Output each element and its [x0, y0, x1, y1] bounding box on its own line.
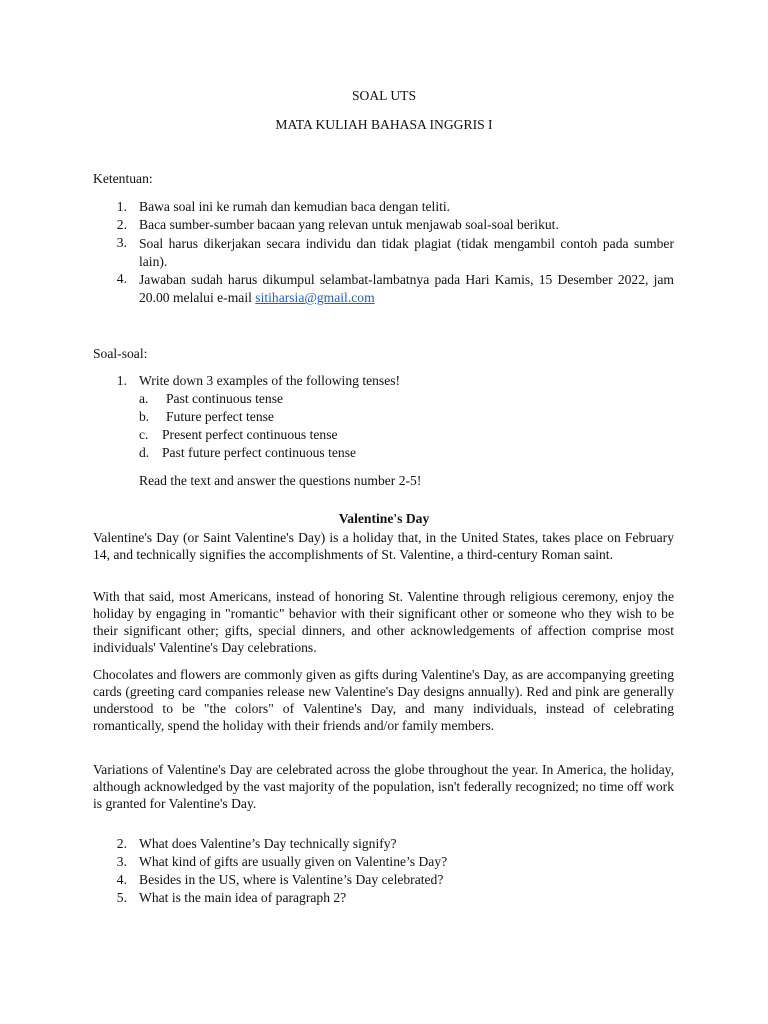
rule-text — [139, 271, 674, 307]
question-text: What does Valentine’s Day technically signify? — [139, 836, 397, 851]
reading-paragraph: Valentine's Day (or Saint Valentine's Day) is a holiday that, in the United States, takes place on February 14, and technically signifies the accomplishments of St. Valentine, a third-century Roman saint. — [93, 530, 674, 562]
question-number: 4. — [116, 872, 127, 887]
rule-number: 4. — [116, 271, 127, 286]
subitem-letter: c. — [139, 427, 149, 442]
subitem-text: Past continuous tense — [166, 391, 284, 406]
rule-text: Baca sumber-sumber bacaan yang relevan untuk menjawab soal-soal berikut. — [139, 217, 559, 232]
question-text: Write down 3 examples of the following tenses! — [139, 373, 401, 388]
document-subtitle: MATA KULIAH BAHASA INGGRIS I — [275, 117, 493, 132]
reading-paragraph: With that said, most Americans, instead of honoring St. Valentine through religious ceremony, enjoy the holiday by engaging in "romantic" behavior with their significant other or someone who they wish to be their significant other; gifts, special dinners, and other acknowledgements of affection comprise most individuals' Valentine's Day celebrations. — [93, 589, 674, 655]
subitem-letter: a. — [139, 391, 149, 406]
subitem-letter: d. — [139, 445, 150, 460]
question-number: 3. — [116, 854, 127, 869]
questions-heading: Soal-soal: — [93, 346, 148, 361]
reading-instruction: Read the text and answer the questions number 2-5! — [139, 473, 422, 488]
rule-text-body: Jawaban sudah harus dikumpul selambat-lambatnya pada Hari Kamis, 15 Desember 2022, jam 20.00 melalui e-mail — [139, 272, 674, 305]
document-title: SOAL UTS — [351, 88, 417, 103]
email-link[interactable]: sitiharsia@gmail.com — [255, 290, 375, 305]
rule-text: Soal harus dikerjakan secara individu dan tidak plagiat (tidak mengambil contoh pada sumber lain). — [139, 236, 674, 269]
rule-number: 2. — [116, 217, 127, 232]
reading-paragraph: Variations of Valentine's Day are celebrated across the globe throughout the year. In America, the holiday, although acknowledged by the vast majority of the population, isn't federally recognized; no time off work is granted for Valentine's Day. — [93, 762, 674, 811]
question-text: What is the main idea of paragraph 2? — [139, 890, 347, 905]
question-number: 1. — [116, 373, 127, 388]
reading-title: Valentine's Day — [338, 511, 430, 526]
rule-number: 1. — [116, 199, 127, 214]
subitem-text: Future perfect tense — [166, 409, 274, 424]
rule-text: Bawa soal ini ke rumah dan kemudian baca dengan teliti. — [139, 199, 451, 214]
question-text: Besides in the US, where is Valentine’s Day celebrated? — [139, 872, 444, 887]
subitem-text: Past future perfect continuous tense — [162, 445, 357, 460]
rules-heading: Ketentuan: — [93, 171, 153, 186]
reading-paragraph: Chocolates and flowers are commonly given as gifts during Valentine's Day, as are accompanying greeting cards (greeting card companies release new Valentine's Day designs annually). Red and pink are generally understood to be "the colors" of Valentine's Day, and many individuals, instead of celebrating romantically, spend the holiday with their friends and/or family members. — [93, 667, 674, 733]
question-number: 5. — [116, 890, 127, 905]
subitem-text: Present perfect continuous tense — [162, 427, 338, 442]
question-text: What kind of gifts are usually given on Valentine’s Day? — [139, 854, 448, 869]
question-number: 2. — [116, 836, 127, 851]
subitem-letter: b. — [139, 409, 150, 424]
rule-number: 3. — [116, 235, 127, 250]
